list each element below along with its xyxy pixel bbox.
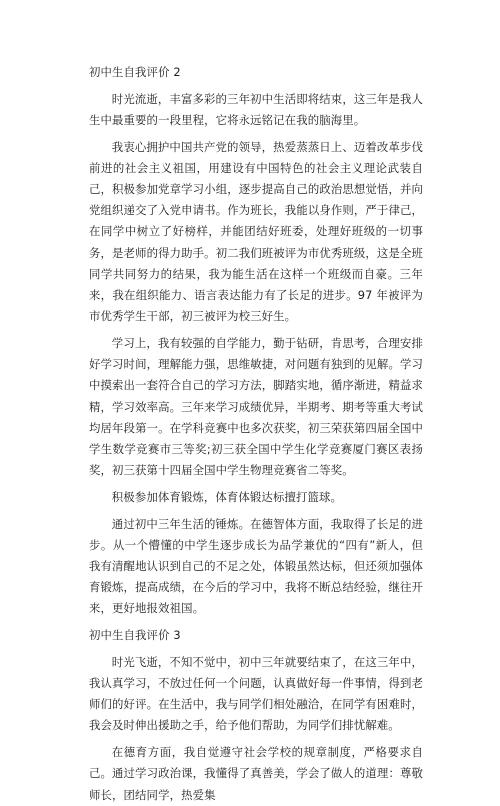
paragraph-3-1: 时光飞逝，不知不觉中，初中三年就要结束了，在这三年中，我认真学习，不放过任何一个问题，认真做好每一件事情，得到老师们的好评。在生活中，我与同学们相处融洽，在同学有困难时，我会及时伸出援助之手，给予他们帮助，为同学们排忧解难。 (89, 654, 423, 733)
paragraph-2-5: 通过初中三年生活的锤炼。在德智体方面，我取得了长足的进步。从一个懵懂的中学生逐步成长为品学兼优的“四有”新人，但我有清醒地认识到自己的不足之处，体锻虽然达标，但还须加强体育锻炼，提高成绩，在今后的学习中，我将不断总结经验，继往开来，更好地报效祖国。 (89, 516, 423, 616)
section-heading-2: 初中生自我评价 2 (89, 65, 181, 79)
paragraph-2-2: 我衷心拥护中国共产党的领导，热爱蒸蒸日上、迈着改革步伐前进的社会主义祖国，用建设有中国特色的社会主义理论武装自己，积极参加党章学习小组，逐步提高自己的政治思想觉悟，并向党组织递交了入党申请书。作为班长，我能以身作则，严于律己，在同学中树立了好榜样，并能团结好班委，处理好班级的一切事务，是老师的得力助手。初二我们班被评为市优秀班级，这是全班同学共同努力的结果，我为能生活在这样一个班级而自豪。三年来，我在组织能力、语言表达能力有了长足的进步。97 年被评为市优秀学生干部，初三被评为校三好生。 (89, 139, 423, 324)
paragraph-3-2: 在德育方面，我自觉遵守社会学校的规章制度，严格要求自己。通过学习政治课，我懂得了真善美，学会了做人的道理：尊敬师长，团结同学，热爱集 (89, 745, 423, 802)
paragraph-2-4: 积极参加体育锻炼，体育体锻达标擅打篮球。 (111, 489, 343, 504)
section-heading-3: 初中生自我评价 3 (89, 628, 181, 643)
paragraph-2-1: 时光流逝，丰富多彩的三年初中生活即将结束，这三年是我人生中最重要的一段里程，它将永远铭记在我的脑海里。 (89, 91, 423, 127)
document-body (89, 62, 423, 806)
paragraph-2-3: 学习上，我有较强的自学能力，勤于钻研，肯思考，合理安排好学习时间，理解能力强，思维敏捷，对问题有独到的见解。学习中摸索出一套符合自己的学习方法，脚踏实地，循序渐进，精益求精，学习效率高。三年来学习成绩优异，半期考、期考等重大考试均居年段第一。在学科竞赛中也多次获奖，初三荣获第四届全国中学生数学竞赛市三等奖;初三获全国中学生化学竞赛厦门赛区表扬奖，初三获第十四届全国中学生物理竞赛省二等奖。 (89, 335, 423, 478)
